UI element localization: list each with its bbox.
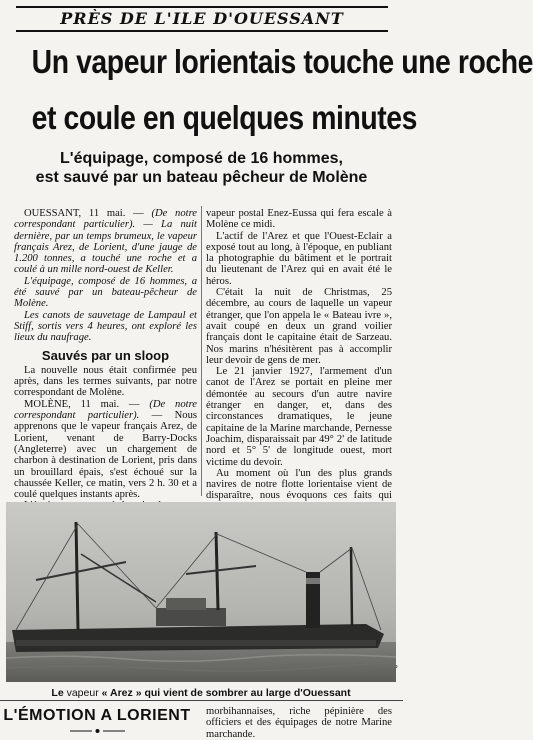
heading-ornament-icon (70, 727, 125, 735)
right-column (206, 208, 392, 536)
molene-dateline: MOLÈNE, 11 mai. — (24, 398, 140, 410)
molene-text: — Nous apprenons que le vapeur français Arez, de Lorient, venant de Barry-Docks (Angleterre) avec un chargement de charbon à destination de Lorient, pris dans un brouillard épais, s'est échoué sur la chaussée Keller, ce matin, vers 2 h. 30 et a coulé quelques instants après. (14, 410, 198, 501)
kicker-rule-top (16, 6, 388, 8)
bottom-heading: L'ÉMOTION A LORIENT (3, 707, 191, 724)
right-paragraph-5: Au moment où l'un des plus grands navires de notre flotte lorientaise vient de disparaître, nous évoquons ces faits qui (206, 467, 392, 502)
photo-caption (6, 687, 396, 699)
kicker-rule-bottom (16, 30, 388, 32)
column-divider (201, 206, 202, 496)
right-paragraph-1: vapeur postal Enez-Eussa qui fera escale à Molène ce midi. (206, 208, 392, 231)
molene-dateline-note: (De notre correspondant particulier). (14, 398, 197, 422)
caption-prefix: Le (51, 687, 64, 699)
paragraph-lifeboats: Les canots de sauvetage de Lampaul et Stiff, sortis vers 4 heures, ont exploré les lieux du naufrage. (14, 309, 197, 344)
paragraph-molene (14, 399, 197, 501)
lead-dateline: OUESSANT, 11 mai. — (24, 208, 144, 219)
section-heading: Sauvés par un sloop (41, 347, 170, 363)
paragraph-crew: L'équipage, composé de 16 hommes, a été sauvé par un bateau-pêcheur de Molène. (14, 275, 197, 310)
subhead-line-2: est sauvé par un bateau pêcheur de Molène (35, 169, 368, 186)
ship-photo-image (6, 502, 396, 682)
caption-ship-name: Arez (110, 687, 133, 699)
subhead-line-1: L'équipage, composé de 16 hommes, (60, 150, 343, 167)
headline-line-2: et coule en quelques minutes (31, 99, 418, 136)
kicker: PRÈS DE L'ILE D'OUESSANT (60, 9, 344, 28)
left-column (14, 208, 197, 534)
paragraph-confirmation: La nouvelle nous était confirmée peu après, dans les termes suivants, par notre correspondant de Molène. (14, 364, 197, 399)
lead-text: — La nuit dernière, par un temps brumeux, le vapeur français Arez, de Lorient, d'une jauge de 1.200 tonnes, a touché une roche et a coulé à un mille nord-ouest de Keller. (14, 219, 197, 276)
headline-line-1: Un vapeur lorientais touche une roche (31, 43, 533, 80)
caption-vapeur: vapeur (66, 687, 99, 699)
lead-dateline-note: (De notre correspondant particulier). (14, 208, 198, 231)
bottom-rule (0, 700, 403, 701)
lead-paragraph (14, 208, 197, 276)
caption-close-quote: » (135, 687, 142, 699)
kicker-block (16, 6, 388, 32)
bottom-paragraph: morbihannaises, riche pépinière des officiers et des équipages de notre Marine marchande. (206, 706, 392, 740)
caption-rest: qui vient de sombrer au large d'Ouessant (144, 687, 351, 699)
right-paragraph-2: L'actif de l'Arez et que l'Ouest-Eclair a exposé tout au long, à l'époque, en publiant la photographie du bâtiment et le portrait du lieutenant de l'Arez qui en avait été le héros. (206, 230, 392, 287)
ship-photo (6, 502, 396, 682)
right-paragraph-3: C'était la nuit de Christmas, 25 décembre, au cours de laquelle un vapeur étranger, que l'on appela le « Bateau ivre », avait coupé en deux un grand voilier français dont le capitaine était de Sarzeau. Nos marins n'hésitèrent pas à accomplir leur devoir de gens de mer. (206, 287, 392, 366)
bottom-right-column (206, 706, 392, 740)
right-paragraph-4: Le 21 janvier 1927, l'armement d'un canot de l'Arez se portait en pleine mer démontée au secours d'un autre navire étranger en danger, et, dans des circonstances dramatiques, le jeune capitaine de la Marine marchande, Pernesse Joachim, disparaissait par 49° 2' de latitude nord et 5° 5' de longitude ouest, mort victime du devoir. (206, 366, 392, 468)
caption-open-quote: « (101, 687, 108, 699)
